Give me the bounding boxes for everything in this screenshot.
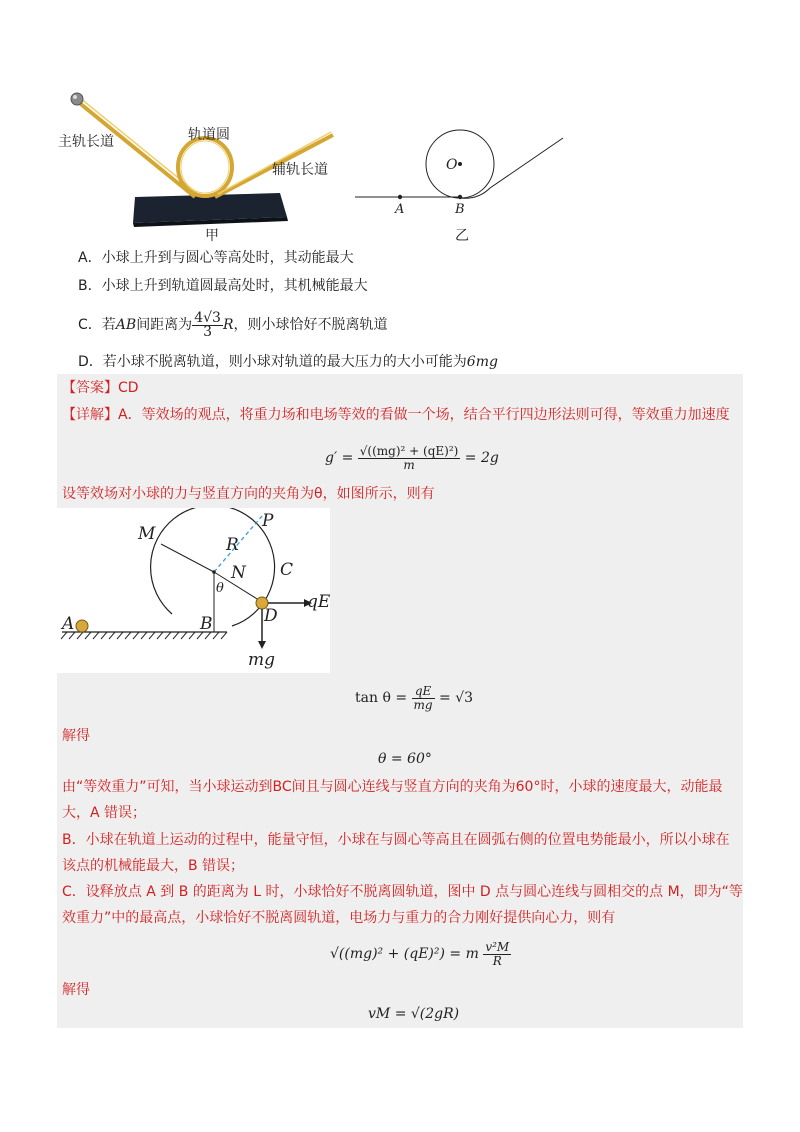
detail-solve-2: 解得: [62, 982, 90, 998]
eq2-num: qE: [412, 685, 435, 699]
force-label-qE: qE: [307, 592, 331, 612]
option-d-val: 6mg: [466, 354, 498, 370]
eq2-den: mg: [413, 697, 433, 712]
force-label-mg: mg: [248, 650, 276, 670]
force-label-P: P: [262, 511, 274, 531]
caption-yi: 乙: [455, 228, 469, 244]
detail-line-3: 由“等效重力”可知，当小球运动到BC间且与圆心连线与竖直方向的夹角为60°时，小球的速度最大，动能最: [62, 779, 723, 795]
equation-centripetal: [330, 932, 511, 976]
eq4-fraction: [483, 941, 511, 968]
force-label-N: N: [231, 563, 246, 583]
force-diagram-svg: [57, 508, 330, 673]
label-loop: 轨道圆: [188, 127, 230, 143]
detail-line1-text: A．等效场的观点，将重力场和电场等效的看做一个场，结合平行四边形法则可得，等效重力加速度: [118, 407, 730, 423]
eq1-lhs: g′ =: [325, 450, 354, 466]
equation-vm: vM = √(2gR): [368, 1006, 460, 1022]
option-c-pre: C．若: [78, 317, 116, 333]
detail-line-8: 效重力”中的最高点，小球恰好不脱离圆轨道，电场力与重力的合力刚好提供向心力，则有: [62, 910, 616, 926]
option-c-num: 4√3: [194, 309, 221, 326]
option-c-post: ，则小球恰好不脱离轨道: [233, 317, 388, 333]
detail-line-5: B．小球在轨道上运动的过程中，能量守恒，小球在与圆心等高且在圆弧右侧的位置电势能最小，所以小球在: [62, 832, 730, 848]
detail-line-6: 该点的机械能最大，B 错误；: [62, 858, 245, 874]
label-yi-O: O: [446, 157, 458, 173]
label-main-track: 主轨长道: [58, 134, 114, 150]
detail-tag: 【详解】: [62, 407, 118, 423]
detail-solve-1: 解得: [62, 728, 90, 744]
eq2-fraction: [412, 685, 435, 712]
detail-line-4: 大，A 错误；: [62, 805, 147, 821]
option-c-fraction: [192, 309, 223, 340]
eq1-den: m: [403, 457, 415, 472]
eq2-lhs: tan θ =: [355, 690, 408, 706]
equation-effective-gravity: [325, 438, 499, 478]
option-c: [78, 308, 387, 342]
label-yi-A: A: [395, 202, 405, 217]
label-yi-B: B: [455, 202, 465, 217]
detail-line-7: C．设释放点 A 到 B 的距离为 L 时，小球恰好不脱离圆轨道，图中 D 点与圆心连线与圆相交的点 M，即为“等: [62, 884, 743, 900]
option-d-pre: D．若小球不脱离轨道，则小球对轨道的最大压力的大小可能为: [78, 354, 467, 370]
force-label-theta: θ: [216, 581, 224, 596]
label-aux-track: 辅轨长道: [272, 162, 328, 178]
eq4-lhs: √((mg)² + (qE)²) = m: [330, 946, 479, 962]
force-label-B: B: [200, 614, 213, 634]
answer-value: CD: [118, 380, 139, 396]
option-c-mid: 间距离为: [136, 317, 193, 333]
ball-a-icon: [76, 620, 88, 632]
equation-theta-value: θ = 60°: [378, 751, 432, 767]
force-label-C: C: [280, 560, 294, 580]
caption-jia: 甲: [205, 228, 219, 244]
eq1-rhs: = 2g: [464, 450, 499, 466]
answer-tag: 【答案】: [62, 380, 118, 396]
eq4-num: v²M: [485, 939, 510, 954]
force-diagram: [57, 508, 330, 673]
ball-icon: [71, 93, 83, 105]
eq2-rhs: = √3: [439, 690, 474, 706]
eq1-num: √((mg)² + (qE)²): [359, 443, 459, 458]
option-c-ab: AB: [115, 317, 137, 333]
detail-line-1: [62, 405, 730, 425]
option-d: [78, 352, 498, 372]
option-c-r: R: [222, 317, 234, 333]
force-label-R: R: [226, 535, 239, 555]
answer-line: [62, 378, 139, 398]
option-c-den: 3: [203, 323, 213, 340]
detail-line-2: 设等效场对小球的力与竖直方向的夹角为θ，如图所示，则有: [62, 486, 435, 502]
option-a: A．小球上升到与圆心等高处时，其动能最大: [78, 250, 354, 266]
force-label-M: M: [138, 524, 156, 544]
force-label-A: A: [62, 614, 75, 634]
equation-tan-theta: [355, 678, 473, 718]
eq1-fraction: [358, 445, 461, 472]
eq4-den: R: [492, 953, 502, 968]
force-label-D: D: [264, 606, 278, 626]
option-b: B．小球上升到轨道圆最高处时，其机械能最大: [78, 278, 368, 294]
